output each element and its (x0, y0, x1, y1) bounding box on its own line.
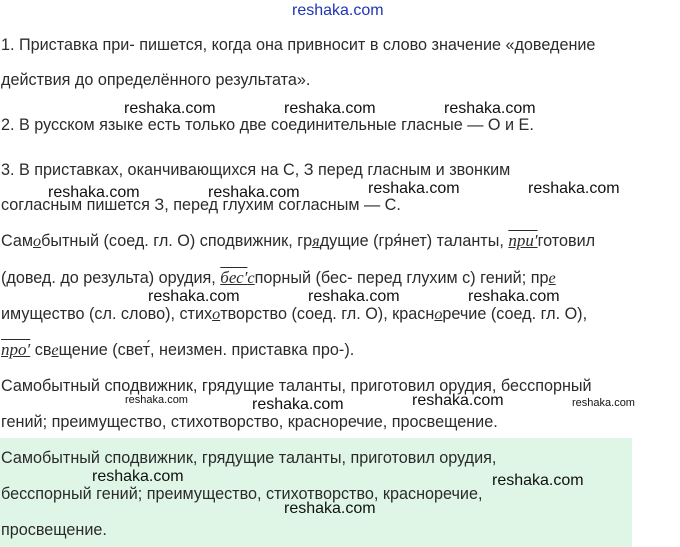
marked-letter: е (548, 269, 556, 287)
answer-line-2: бесспорный гений; преимущество, стихотворство, красноречие, (1, 485, 483, 503)
marked-letter: я (312, 232, 320, 250)
watermark-top: reshaka.com (292, 2, 384, 19)
analysis-line-4 (1, 340, 354, 360)
rule-3-line-2: согласным пишется З, перед глухим согласным — С. (1, 196, 401, 214)
analysis-line-3 (1, 304, 587, 324)
result-line-1: Самобытный сподвижник, грядущие таланты, приготовил орудия, бесспорный (1, 377, 592, 395)
rule-1-line-1: 1. Приставка при- пишется, когда она привносит в слово значение «доведение (1, 36, 596, 54)
watermark: reshaka.com (468, 288, 560, 305)
analysis-text: Сам (1, 232, 34, 250)
watermark: reshaka.com (368, 180, 460, 197)
analysis-text: готовил (537, 232, 596, 250)
watermark: reshaka.com (148, 288, 240, 305)
watermark: reshaka.com (252, 396, 344, 413)
marked-letter: о (212, 305, 221, 323)
watermark: reshaka.com (125, 394, 188, 406)
analysis-text: творство (соед. гл. О), красн (220, 305, 435, 323)
watermark: reshaka.com (208, 184, 300, 201)
answer-line-1: Самобытный сподвижник, грядущие таланты, приготовил орудия, (1, 449, 497, 467)
prefix-mark: при′ (508, 231, 538, 250)
analysis-line-2 (1, 268, 556, 288)
analysis-text: св (34, 341, 52, 359)
analysis-text: (довед. до результа) орудия, (1, 269, 221, 287)
rule-1-line-2: действия до определённого результата». (1, 71, 311, 89)
marked-letter: о (434, 305, 443, 323)
result-line-2: гений; преимущество, стихотворство, красноречие, просвещение. (1, 413, 498, 431)
watermark: reshaka.com (572, 397, 635, 409)
prefix-mark: про′ (1, 340, 31, 359)
marked-letter: о (33, 232, 42, 250)
watermark: reshaka.com (444, 100, 536, 117)
analysis-text: щение (свет́, неизмен. приставка про-). (58, 341, 355, 359)
watermark: reshaka.com (124, 100, 216, 117)
watermark: reshaka.com (308, 288, 400, 305)
watermark: reshaka.com (284, 100, 376, 117)
rule-2: 2. В русском языке есть только две соединительные гласные — О и Е. (1, 116, 534, 134)
rule-3-line-1: 3. В приставках, оканчивающихся на С, З перед гласным и звонким (1, 161, 511, 179)
analysis-text: имущество (сл. слово), стих (1, 305, 213, 323)
analysis-text: бытный (соед. гл. О) сподвижник, гр (41, 232, 313, 250)
watermark: reshaka.com (92, 468, 184, 485)
watermark: reshaka.com (528, 180, 620, 197)
analysis-line-1 (1, 231, 595, 251)
watermark: reshaka.com (412, 392, 504, 409)
watermark: reshaka.com (284, 500, 376, 517)
prefix-mark: бес′ (220, 268, 248, 287)
marked-letter: е (51, 341, 59, 359)
analysis-text: дущие (гря́нет) таланты, (319, 232, 509, 250)
marked-letter: с (247, 269, 255, 287)
analysis-text: речие (соед. гл. О), (442, 305, 588, 323)
watermark: reshaka.com (48, 184, 140, 201)
watermark: reshaka.com (492, 472, 584, 489)
analysis-text: порный (бес- перед глухим с) гений; пр (254, 269, 549, 287)
answer-line-3: просвещение. (1, 521, 107, 539)
